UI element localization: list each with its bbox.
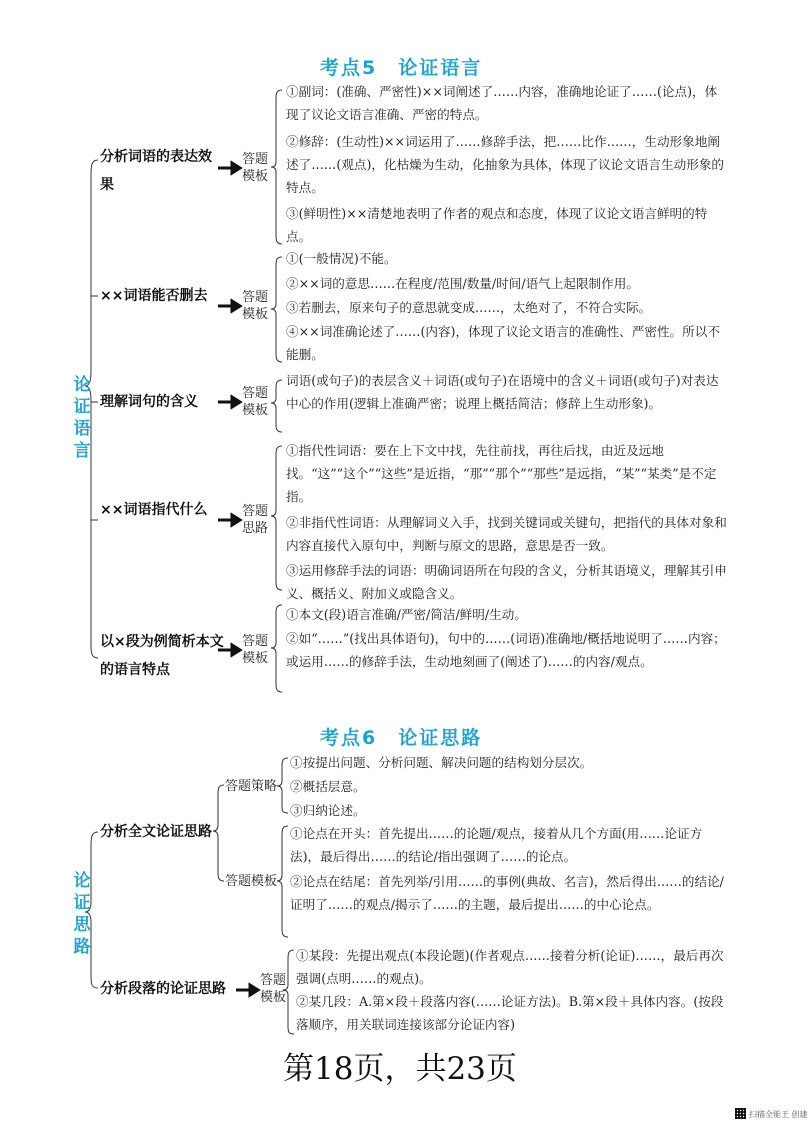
answer-template-tag: 答题 模板 (241, 152, 268, 184)
list-item: ①论点在开头：首先提出……的论题/观点，接着从几个方面(用……论证方法)，最后得出……的结论/指出强调了……的论点。 (290, 826, 703, 864)
list-item: ②概括层意。 (290, 779, 366, 794)
topic-can-delete: ××词语能否删去 (100, 288, 208, 304)
topic-full-text-reasoning: 分析全文论证思路 (100, 824, 212, 840)
topic-language-features: 以×段为例简析本文的语言特点 (100, 634, 224, 678)
list-item: ③(鲜明性)××清楚地表明了作者的观点和态度，体现了议论文语言鲜明的特点。 (286, 206, 708, 244)
answer-template-tag: 答题 模板 (241, 386, 268, 418)
list-item: ②修辞：(生动性)××词运用了……修辞手法，把……比作……，生动形象地阐述了……(观点)，化枯燥为生动，化抽象为具体，体现了议论文语言生动形象的特点。 (286, 134, 725, 195)
answer-template-tag: 答题 模板 (241, 634, 268, 666)
list-item: ①按提出问题、分析问题、解决问题的结构划分层次。 (290, 755, 593, 770)
scanner-watermark: 扫描全能王 创建 (749, 1110, 808, 1119)
list-item: ③归纳论述。 (290, 803, 366, 818)
list-item: ①本文(段)语言准确/严密/简洁/鲜明/生动。 (286, 607, 527, 622)
section-6-vertical-label: 论 证 思 路 (73, 871, 91, 957)
page-number: 第18页，共23页 (283, 1051, 517, 1087)
list-item: ①副词：(准确、严密性)××词阐述了……内容，准确地论证了……(论点)，体现了议论文语言准确、严密的特点。 (286, 84, 718, 122)
list-item: ②如“……”(找出具体语句)，句中的……(词语)准确地/概括地说明了……内容；或运用……的修辞手法，生动地刻画了(阐述了)……的内容/观点。 (286, 631, 726, 669)
answer-template-tag: 答题模板 (225, 874, 278, 889)
answer-template-tag: 答题 模板 (241, 290, 268, 322)
list-item: ②某几段：A.第×段＋段落内容(……论证方法)。B.第×段＋具体内容。(按段落顺序，用关联词连接该部分论证内容) (296, 994, 724, 1032)
qr-code-icon (735, 1108, 746, 1119)
topic-understand-meaning: 理解词句的含义 (100, 394, 198, 410)
list-item: ①某段：先提出观点(本段论题)(作者观点……接着分析(论证)……，最后再次强调(点明……的观点)。 (296, 948, 724, 986)
answer-template-tag: 答题 模板 (259, 973, 286, 1005)
list-item: ②论点在结尾：首先列举/引用……的事例(典故、名言)，然后得出……的结论/证明了……的观点/揭示了……的主题，最后提出……的中心论点。 (290, 874, 724, 912)
topic-word-effect: 分析词语的表达效果 (100, 149, 212, 193)
answer-strategy-tag: 答题策略 (225, 779, 278, 794)
list-item: ③运用修辞手法的词语：明确词语所在句段的含义，分析其语境义，理解其引申义、概括义、附加义或隐含义。 (286, 563, 727, 601)
list-item: ③若删去，原来句子的意思就变成……，太绝对了，不符合实际。 (286, 300, 652, 315)
list-item: ④××词准确论述了……(内容)，体现了议论文语言的准确性、严密性。所以不能删。 (286, 324, 720, 362)
topic-paragraph-reasoning: 分析段落的论证思路 (100, 981, 226, 997)
list-item: 词语(或句子)的表层含义＋词语(或句子)在语境中的含义＋词语(或句子)对表达中心的作用(逻辑上准确严密；说理上概括简洁；修辞上生动形象)。 (286, 373, 719, 411)
list-item: ①指代性词语：要在上下文中找，先往前找，再往后找，由近及远地找。“这”“这个”“这些”是近指，“那”“那个”“那些”是远指，“某”“某类”是不定指。 (286, 443, 717, 504)
section-5-vertical-label: 论 证 语 言 (73, 375, 91, 461)
answer-approach-tag: 答题 思路 (241, 504, 268, 536)
topic-pronoun-reference: ××词语指代什么 (100, 502, 208, 518)
section-6-title: 考点6 论证思路 (320, 727, 483, 749)
list-item: ②××词的意思……在程度/范围/数量/时间/语气上起限制作用。 (286, 276, 639, 291)
section-5-title: 考点5 论证语言 (320, 57, 483, 79)
list-item: ①(一般情况)不能。 (286, 251, 397, 266)
list-item: ②非指代性词语：从理解词义入手，找到关键词或关键句，把指代的具体对象和内容直接代入原句中，判断与原文的思路，意思是否一致。 (286, 515, 727, 553)
